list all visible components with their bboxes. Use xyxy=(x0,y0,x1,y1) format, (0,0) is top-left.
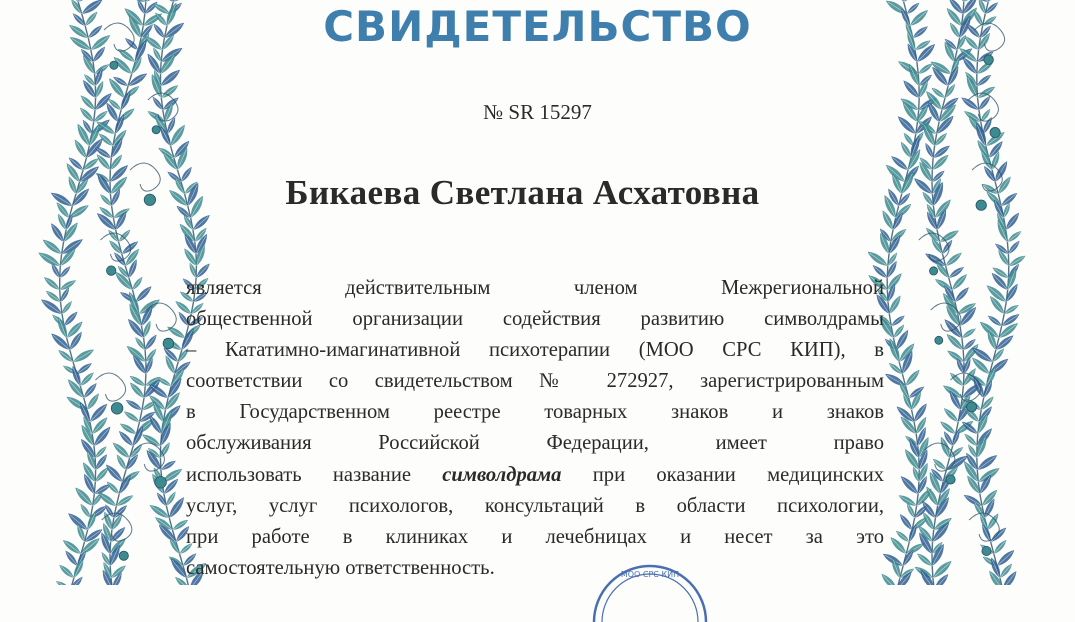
certificate-title: СВИДЕТЕЛЬСТВО xyxy=(323,2,752,51)
body-line: при работе в клиниках и лечебницах и несет за это xyxy=(186,525,884,548)
certificate-number: № SR 15297 xyxy=(483,100,592,124)
body-line: в Государственном реестре товарных знаков и знаков xyxy=(186,401,884,424)
body-text-part: использовать название xyxy=(186,463,411,486)
body-line: самостоятельную ответственность. xyxy=(186,556,495,579)
round-stamp-icon xyxy=(590,562,710,622)
body-line: является действительным членом Межрегиональной xyxy=(186,277,884,299)
emphasized-term: символдрама xyxy=(442,463,562,486)
body-line: соответствии со свидетельством № 272927, зарегистрированным xyxy=(186,370,884,393)
right-vine-border-icon xyxy=(868,0,1028,585)
body-line: услуг, услуг психологов, консультаций в области психологии, xyxy=(186,494,884,517)
body-line: обслуживания Российской Федерации, имеет право xyxy=(186,432,884,455)
body-line-mixed xyxy=(186,460,884,491)
seal-text: МОО СРС КИП xyxy=(620,570,680,579)
body-line: – Кататимно-имагинативной психотерапии (МОО СРС КИП), в xyxy=(186,339,884,362)
certificate-body xyxy=(186,273,884,584)
body-text-part: при оказании медицинских xyxy=(592,463,885,486)
body-line: общественной организации содействия развитию символдрамы xyxy=(186,308,884,331)
holder-name: Бикаева Светлана Асхатовна xyxy=(285,173,760,212)
